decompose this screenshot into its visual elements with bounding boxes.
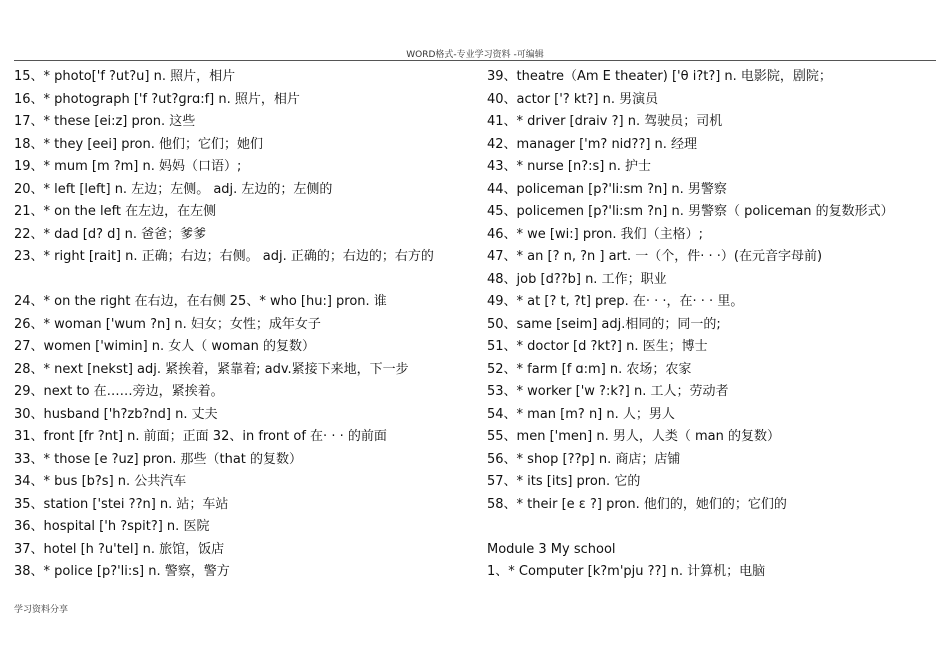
vocab-entry-57: 57、* its [its] pron. 它的 <box>487 474 641 489</box>
vocab-entry-31-32: 31、front [fr ?nt] n. 前面；正面 32、in front of 在· · · 的前面 <box>14 429 387 444</box>
vocab-entry-24-25: 24、* on the right 在右边，在右侧 25、* who [hu:] pron. 谁 <box>14 294 387 309</box>
vocab-entry-50: 50、same [seim] adj.相同的；同一的; <box>487 316 721 332</box>
vocab-entry-53: 53、* worker ['w ?:k?] n. 工人；劳动者 <box>487 384 729 399</box>
vocab-entry-55: 55、men ['men] n. 男人，人类（ man 的复数） <box>487 429 780 444</box>
vocab-entry-42: 42、manager ['m? nid??] n. 经理 <box>487 136 698 152</box>
vocab-entry-39: 39、theatre（Am E theater) ['θ i?t?] n. 电影院，剧院； <box>487 69 832 84</box>
vocab-list-right <box>487 66 937 584</box>
vocab-entry-16: 16、* photograph ['f ?ut?ɡrɑ:f] n. 照片，相片 <box>14 91 300 107</box>
vocab-entry-47: 47、* an [? n, ?n ] art. 一（个，件· · ·）(在元音字母前) <box>487 249 823 264</box>
vocab-entry-40: 40、actor ['? kt?] n. 男演员 <box>487 91 659 107</box>
vocab-entry-45: 45、policemen [p?'li:sm ?n] n. 男警察（ policeman 的复数形式） <box>487 204 894 219</box>
vocab-entry-17: 17、* these [ei:z] pron. 这些 <box>14 114 196 129</box>
vocab-entry-35: 35、station ['stei ??n] n. 站；车站 <box>14 496 229 512</box>
vocab-entry-33: 33、* those [e ?uz] pron. 那些（that 的复数） <box>14 451 303 467</box>
vocab-entry-48: 48、job [d??b] n. 工作；职业 <box>487 271 667 287</box>
vocab-entry-15: 15、* photo['f ?ut?u] n. 照片，相片 <box>14 69 236 84</box>
vocab-entry-21: 21、* on the left 在左边，在左侧 <box>14 204 217 219</box>
vocab-entry-38: 38、* police [p?'li:s] n. 警察，警方 <box>14 564 230 579</box>
vocab-entry-51: 51、* doctor [d ?kt?] n. 医生；博士 <box>487 339 708 354</box>
vocab-entry-20: 20、* left [left] n. 左边；左侧。 adj. 左边的；左侧的 <box>14 181 333 197</box>
vocab-entry-34: 34、* bus [b?s] n. 公共汽车 <box>14 474 187 489</box>
vocab-entry-29: 29、next to 在……旁边，紧挨着。 <box>14 384 224 399</box>
section-spacer <box>487 516 937 539</box>
vocab-entry-23: 23、* right [rait] n. 正确；右边；右侧。 adj. 正确的；右边的；右方的 <box>14 249 434 264</box>
vocab-entry-43: 43、* nurse [n?:s] n. 护士 <box>487 159 651 174</box>
module-heading: Module 3 My school <box>487 541 616 557</box>
vocab-entry-26: 26、* woman ['wum ?n] n. 妇女；女性；成年女子 <box>14 316 321 332</box>
header-rule <box>14 60 936 61</box>
vocab-entry-44: 44、policeman [p?'li:sm ?n] n. 男警察 <box>487 181 727 197</box>
page-footer: 学习资料分享 <box>14 605 69 615</box>
vocab-entry-19: 19、* mum [m ?m] n. 妈妈（口语）; <box>14 159 242 174</box>
vocab-entry-37: 37、hotel [h ?u'tel] n. 旅馆，饭店 <box>14 541 225 557</box>
vocab-list-left <box>14 66 464 584</box>
vocab-entry-49: 49、* at [? t, ?t] prep. 在· · ·，在· · · 里。 <box>487 294 744 309</box>
vocab-entry-58: 58、* their [e ε ?] pron. 他们的，她们的；它们的 <box>487 496 787 512</box>
vocab-entry-52: 52、* farm [f ɑ:m] n. 农场；农家 <box>487 361 692 377</box>
vocab-entry-18: 18、* they [eei] pron. 他们；它们；她们 <box>14 136 263 152</box>
vocab-entry-30: 30、husband ['h?zb?nd] n. 丈夫 <box>14 406 218 422</box>
vocab-entry-22: 22、* dad [d? d] n. 爸爸；爹爹 <box>14 226 207 242</box>
vocab-entry-28: 28、* next [nekst] adj. 紧挨着，紧靠着; adv.紧接下来地，下一步 <box>14 361 409 377</box>
vocab-entry-27: 27、women ['wimin] n. 女人（ woman 的复数） <box>14 339 315 354</box>
vocab-entry-41: 41、* driver [draiv ?] n. 驾驶员；司机 <box>487 114 723 129</box>
page-header: WORD格式-专业学习资料 -可编辑 <box>406 50 544 60</box>
vocab-entry-54: 54、* man [m? n] n. 人；男人 <box>487 406 675 422</box>
vocab-entry-56: 56、* shop [??p] n. 商店；店铺 <box>487 451 681 467</box>
vocab-entry-46: 46、* we [wi:] pron. 我们（主格）; <box>487 226 703 242</box>
vocab-entry-36: 36、hospital ['h ?spit?] n. 医院 <box>14 519 210 534</box>
vocab-entry-module3-1: 1、* Computer [k?m'pju ??] n. 计算机；电脑 <box>487 564 766 579</box>
